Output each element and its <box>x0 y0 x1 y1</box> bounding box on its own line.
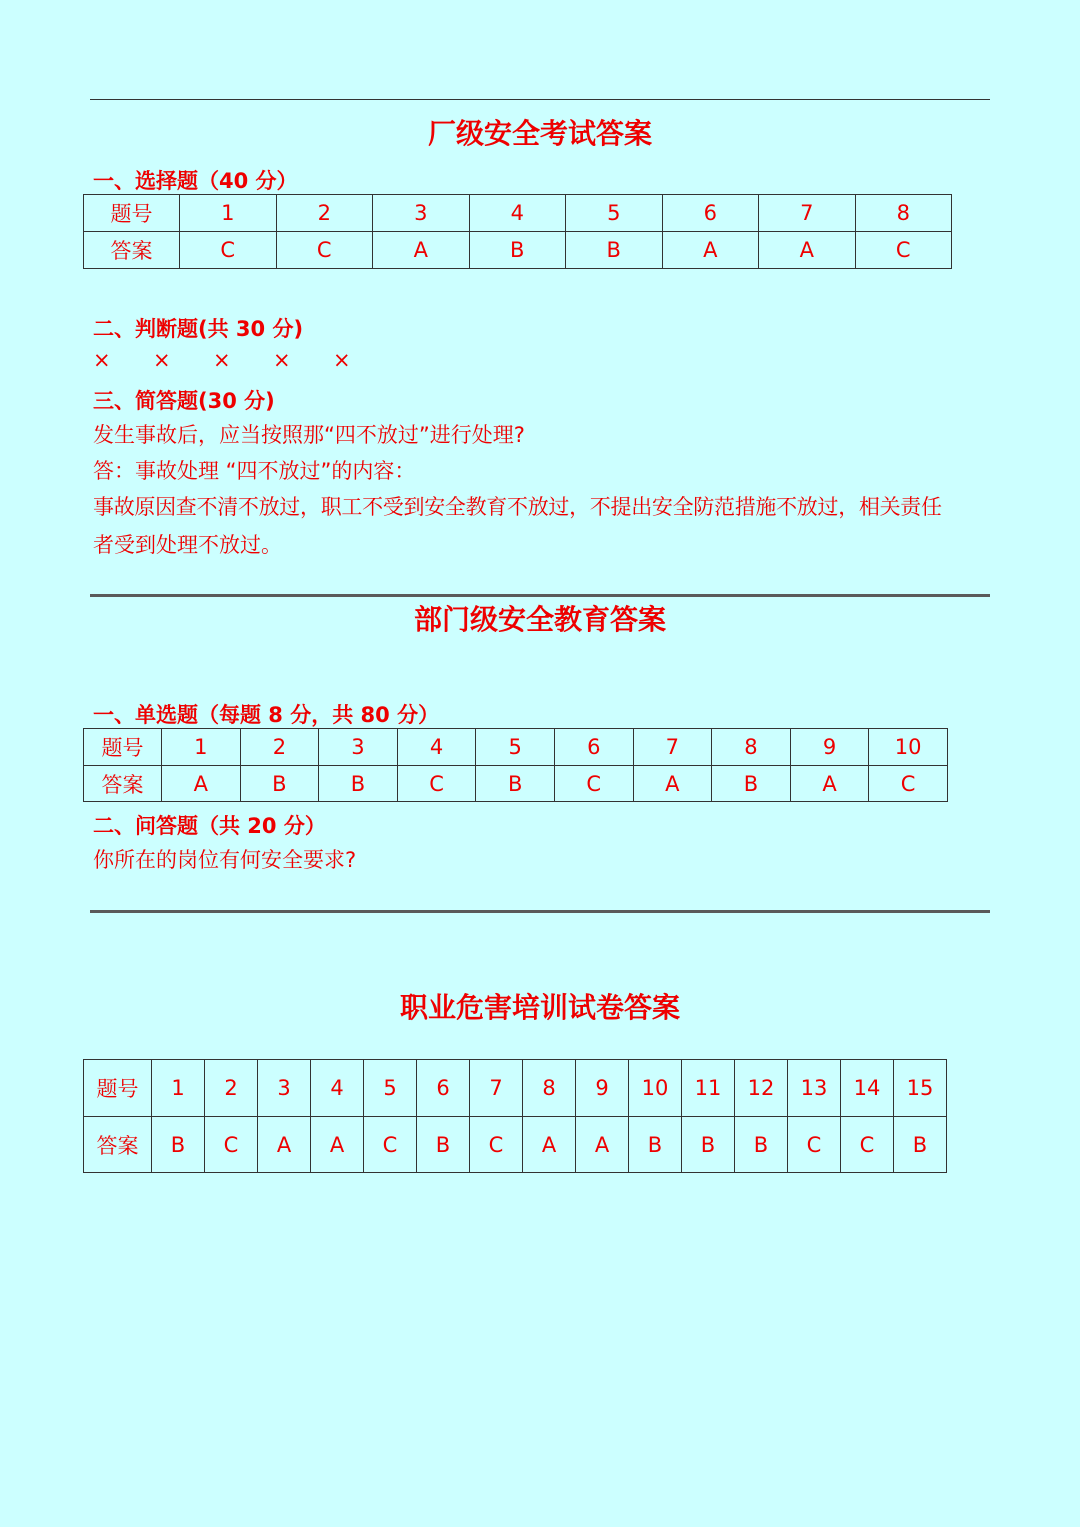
row-header: 题号 <box>84 195 180 232</box>
answer-cell: A <box>311 1117 364 1173</box>
question-row <box>84 1060 947 1117</box>
answer-cell: C <box>180 232 277 269</box>
answer-cell: A <box>258 1117 311 1173</box>
answer-cell: B <box>319 766 398 802</box>
section1-answer-table <box>83 194 952 269</box>
answer-row <box>84 766 948 802</box>
answer-cell: A <box>523 1117 576 1173</box>
section1-question: 发生事故后，应当按照那“四不放过”进行处理? <box>93 423 525 447</box>
question-number: 1 <box>180 195 277 232</box>
section3-title: 职业危害培训试卷答案 <box>399 991 680 1024</box>
question-number: 10 <box>869 729 948 766</box>
answer-cell: C <box>276 232 373 269</box>
question-number: 4 <box>397 729 476 766</box>
answer-cell: A <box>790 766 869 802</box>
question-number: 6 <box>554 729 633 766</box>
answer-cell: C <box>788 1117 841 1173</box>
judgement-mark: × <box>273 348 291 372</box>
question-number: 10 <box>629 1060 682 1117</box>
row-header: 题号 <box>84 1060 152 1117</box>
question-number: 6 <box>662 195 759 232</box>
question-number: 3 <box>319 729 398 766</box>
answer-cell: A <box>162 766 241 802</box>
judgement-marks <box>93 348 393 372</box>
answer-cell: C <box>554 766 633 802</box>
question-number: 13 <box>788 1060 841 1117</box>
question-number: 7 <box>633 729 712 766</box>
question-number: 2 <box>240 729 319 766</box>
answer-cell: A <box>373 232 470 269</box>
question-number: 4 <box>469 195 566 232</box>
question-row <box>84 195 952 232</box>
answer-cell: A <box>633 766 712 802</box>
question-number: 2 <box>276 195 373 232</box>
answer-cell: B <box>894 1117 947 1173</box>
section2-part1-heading: 一、单选题（每题 8 分，共 80 分） <box>93 703 440 727</box>
section1-answer-line1: 事故原因查不清不放过，职工不受到安全教育不放过，不提出安全防范措施不放过，相关责任 <box>93 495 942 519</box>
question-number: 2 <box>205 1060 258 1117</box>
section3-answer-table <box>83 1059 947 1173</box>
answer-cell: B <box>152 1117 205 1173</box>
question-number: 8 <box>855 195 952 232</box>
question-number: 5 <box>566 195 663 232</box>
question-number: 3 <box>373 195 470 232</box>
answer-cell: B <box>469 232 566 269</box>
answer-cell: B <box>682 1117 735 1173</box>
answer-cell: B <box>629 1117 682 1173</box>
section1-part1-heading: 一、选择题（40 分） <box>93 169 298 193</box>
answer-cell: B <box>417 1117 470 1173</box>
section3-divider <box>90 910 990 913</box>
section1-part2-heading: 二、判断题(共 30 分) <box>93 317 304 341</box>
answer-cell: C <box>470 1117 523 1173</box>
row-header: 答案 <box>84 232 180 269</box>
answer-cell: A <box>576 1117 629 1173</box>
row-header: 题号 <box>84 729 162 766</box>
question-number: 1 <box>152 1060 205 1117</box>
judgement-mark: × <box>153 348 171 372</box>
question-number: 9 <box>576 1060 629 1117</box>
question-number: 5 <box>364 1060 417 1117</box>
answer-cell: A <box>759 232 856 269</box>
answer-cell: B <box>566 232 663 269</box>
judgement-mark: × <box>93 348 111 372</box>
question-number: 11 <box>682 1060 735 1117</box>
row-header: 答案 <box>84 1117 152 1173</box>
answer-cell: A <box>662 232 759 269</box>
answer-cell: B <box>476 766 555 802</box>
answer-cell: B <box>240 766 319 802</box>
answer-cell: C <box>841 1117 894 1173</box>
question-number: 9 <box>790 729 869 766</box>
answer-cell: C <box>869 766 948 802</box>
question-row <box>84 729 948 766</box>
question-number: 1 <box>162 729 241 766</box>
question-number: 14 <box>841 1060 894 1117</box>
top-divider <box>90 99 990 100</box>
answer-cell: C <box>205 1117 258 1173</box>
answer-cell: B <box>735 1117 788 1173</box>
question-number: 8 <box>523 1060 576 1117</box>
judgement-mark: × <box>213 348 231 372</box>
section2-divider <box>90 594 990 597</box>
section1-title: 厂级安全考试答案 <box>427 117 652 150</box>
question-number: 5 <box>476 729 555 766</box>
section1-answer-line2: 者受到处理不放过。 <box>93 533 282 557</box>
answer-row <box>84 232 952 269</box>
question-number: 3 <box>258 1060 311 1117</box>
section2-title: 部门级安全教育答案 <box>413 603 666 636</box>
question-number: 4 <box>311 1060 364 1117</box>
answer-cell: C <box>364 1117 417 1173</box>
answer-row <box>84 1117 947 1173</box>
section2-answer-table <box>83 728 948 802</box>
question-number: 15 <box>894 1060 947 1117</box>
judgement-mark: × <box>333 348 351 372</box>
question-number: 8 <box>712 729 791 766</box>
question-number: 7 <box>470 1060 523 1117</box>
question-number: 6 <box>417 1060 470 1117</box>
answer-cell: C <box>855 232 952 269</box>
answer-cell: C <box>397 766 476 802</box>
section1-part3-heading: 三、简答题(30 分) <box>93 389 275 413</box>
section1-answer-intro: 答：事故处理 “四不放过”的内容： <box>93 459 416 483</box>
answer-cell: B <box>712 766 791 802</box>
section2-question: 你所在的岗位有何安全要求? <box>93 848 357 872</box>
question-number: 7 <box>759 195 856 232</box>
row-header: 答案 <box>84 766 162 802</box>
section2-part2-heading: 二、问答题（共 20 分） <box>93 814 326 838</box>
question-number: 12 <box>735 1060 788 1117</box>
